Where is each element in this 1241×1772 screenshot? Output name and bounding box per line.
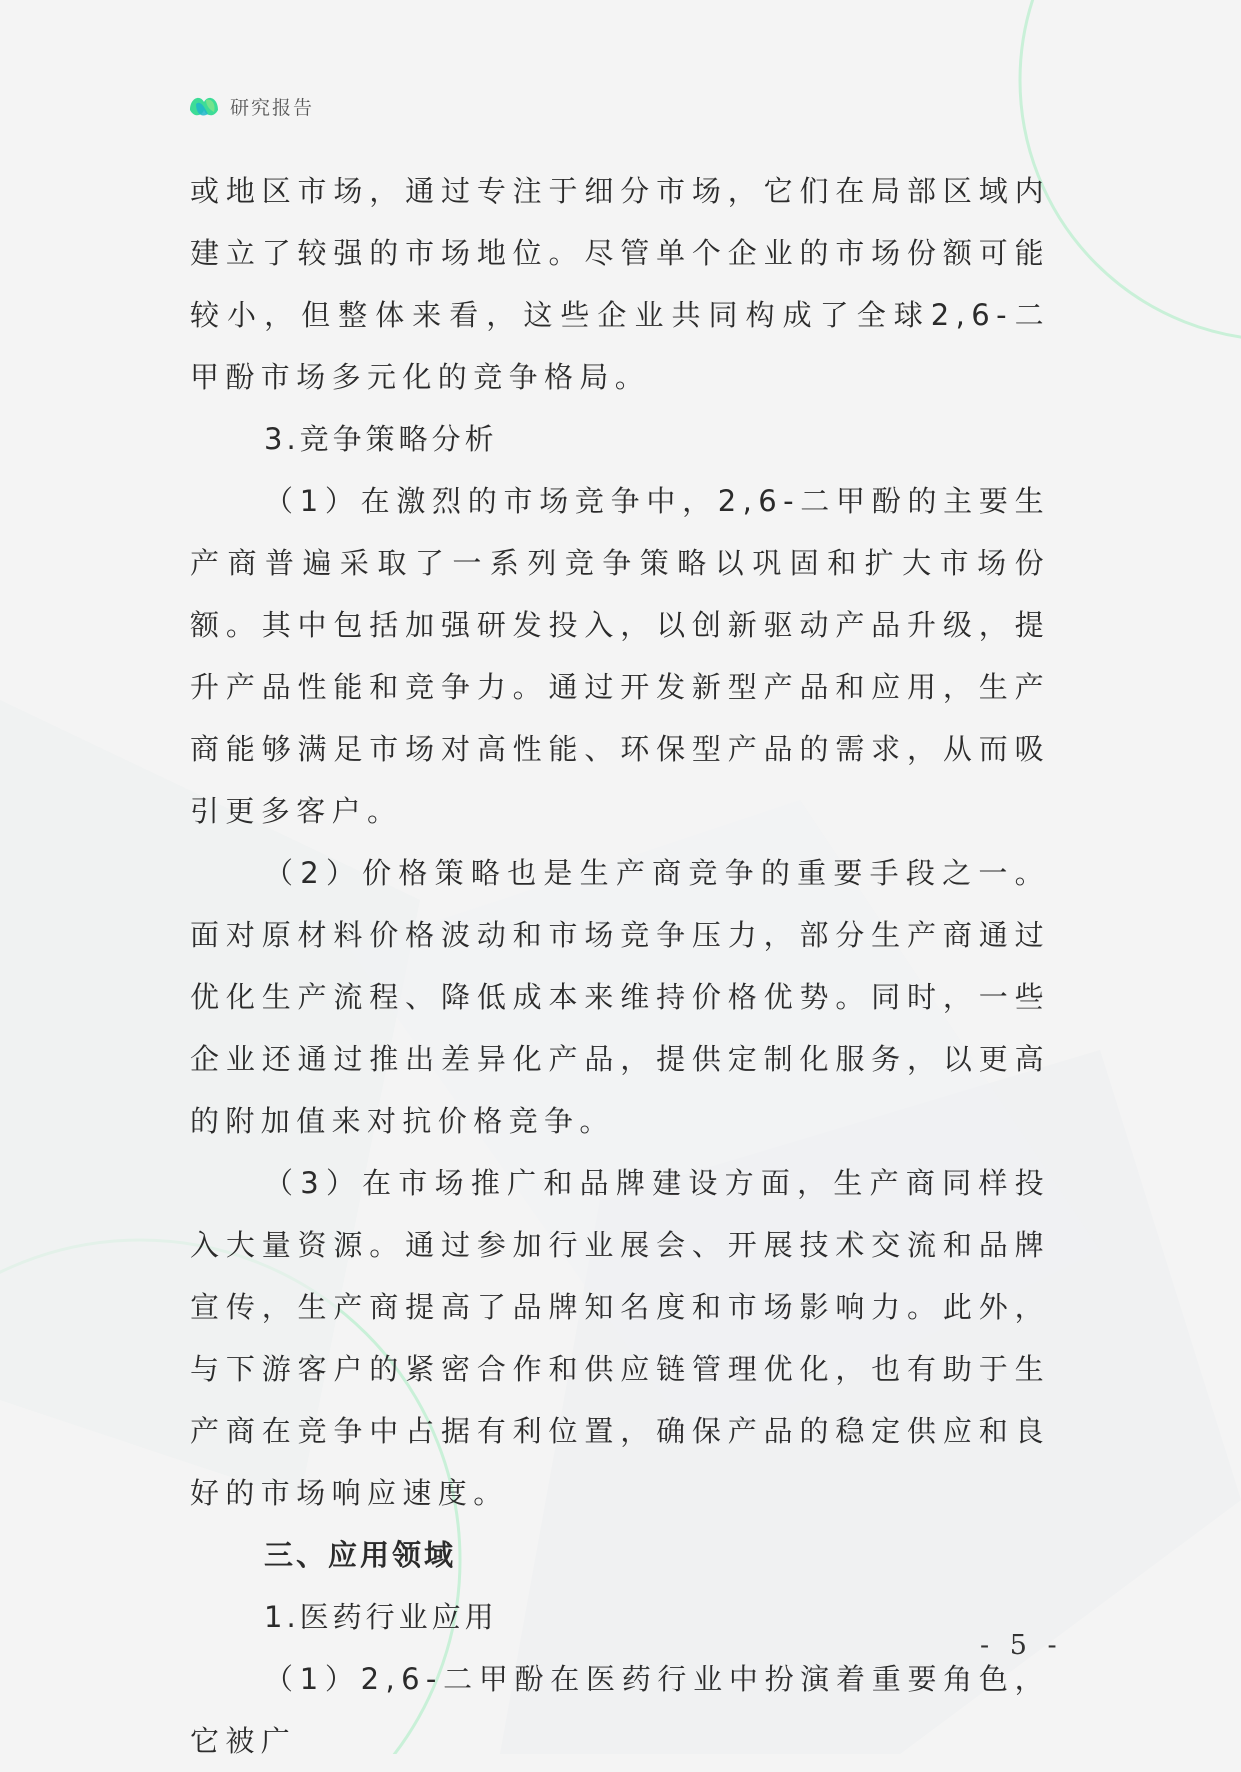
section-heading-pharma: 1.医药行业应用 bbox=[264, 1600, 498, 1634]
chapter-heading-applications: 三、应用领域 bbox=[264, 1538, 457, 1572]
brand-logo-icon bbox=[186, 88, 222, 124]
header-title: 研究报告 bbox=[230, 96, 315, 119]
paragraph-strategy-branding: （3）在市场推广和品牌建设方面，生产商同样投入大量资源。通过参加行业展会、开展技术交流和品牌宣传，生产商提高了品牌知名度和市场影响力。此外，与下游客户的紧密合作和供应链管理优化，也有助于生产商在竞争中占据有利位置，确保产品的稳定供应和良好的市场响应速度。 bbox=[190, 1166, 1050, 1510]
document-body bbox=[190, 160, 1050, 1772]
paragraph-strategy-price: （2）价格策略也是生产商竞争的重要手段之一。面对原材料价格波动和市场竞争压力，部分生产商通过优化生产流程、降低成本来维持价格优势。同时，一些企业还通过推出差异化产品，提供定制化服务，以更高的附加值来对抗价格竞争。 bbox=[190, 856, 1050, 1138]
page-header bbox=[186, 88, 314, 124]
page-number: - 5 - bbox=[980, 1630, 1063, 1661]
paragraph-market-continuation: 或地区市场，通过专注于细分市场，它们在局部区域内建立了较强的市场地位。尽管单个企业的市场份额可能较小，但整体来看，这些企业共同构成了全球2,6-二甲酚市场多元化的竞争格局。 bbox=[190, 174, 1050, 394]
section-heading-competition-strategy: 3.竞争策略分析 bbox=[264, 422, 498, 456]
paragraph-pharma-intro: （1）2,6-二甲酚在医药行业中扮演着重要角色，它被广 bbox=[190, 1662, 1050, 1758]
paragraph-strategy-rd: （1）在激烈的市场竞争中，2,6-二甲酚的主要生产商普遍采取了一系列竞争策略以巩固和扩大市场份额。其中包括加强研发投入，以创新驱动产品升级，提升产品性能和竞争力。通过开发新型产品和应用，生产商能够满足市场对高性能、环保型产品的需求，从而吸引更多客户。 bbox=[190, 484, 1050, 828]
